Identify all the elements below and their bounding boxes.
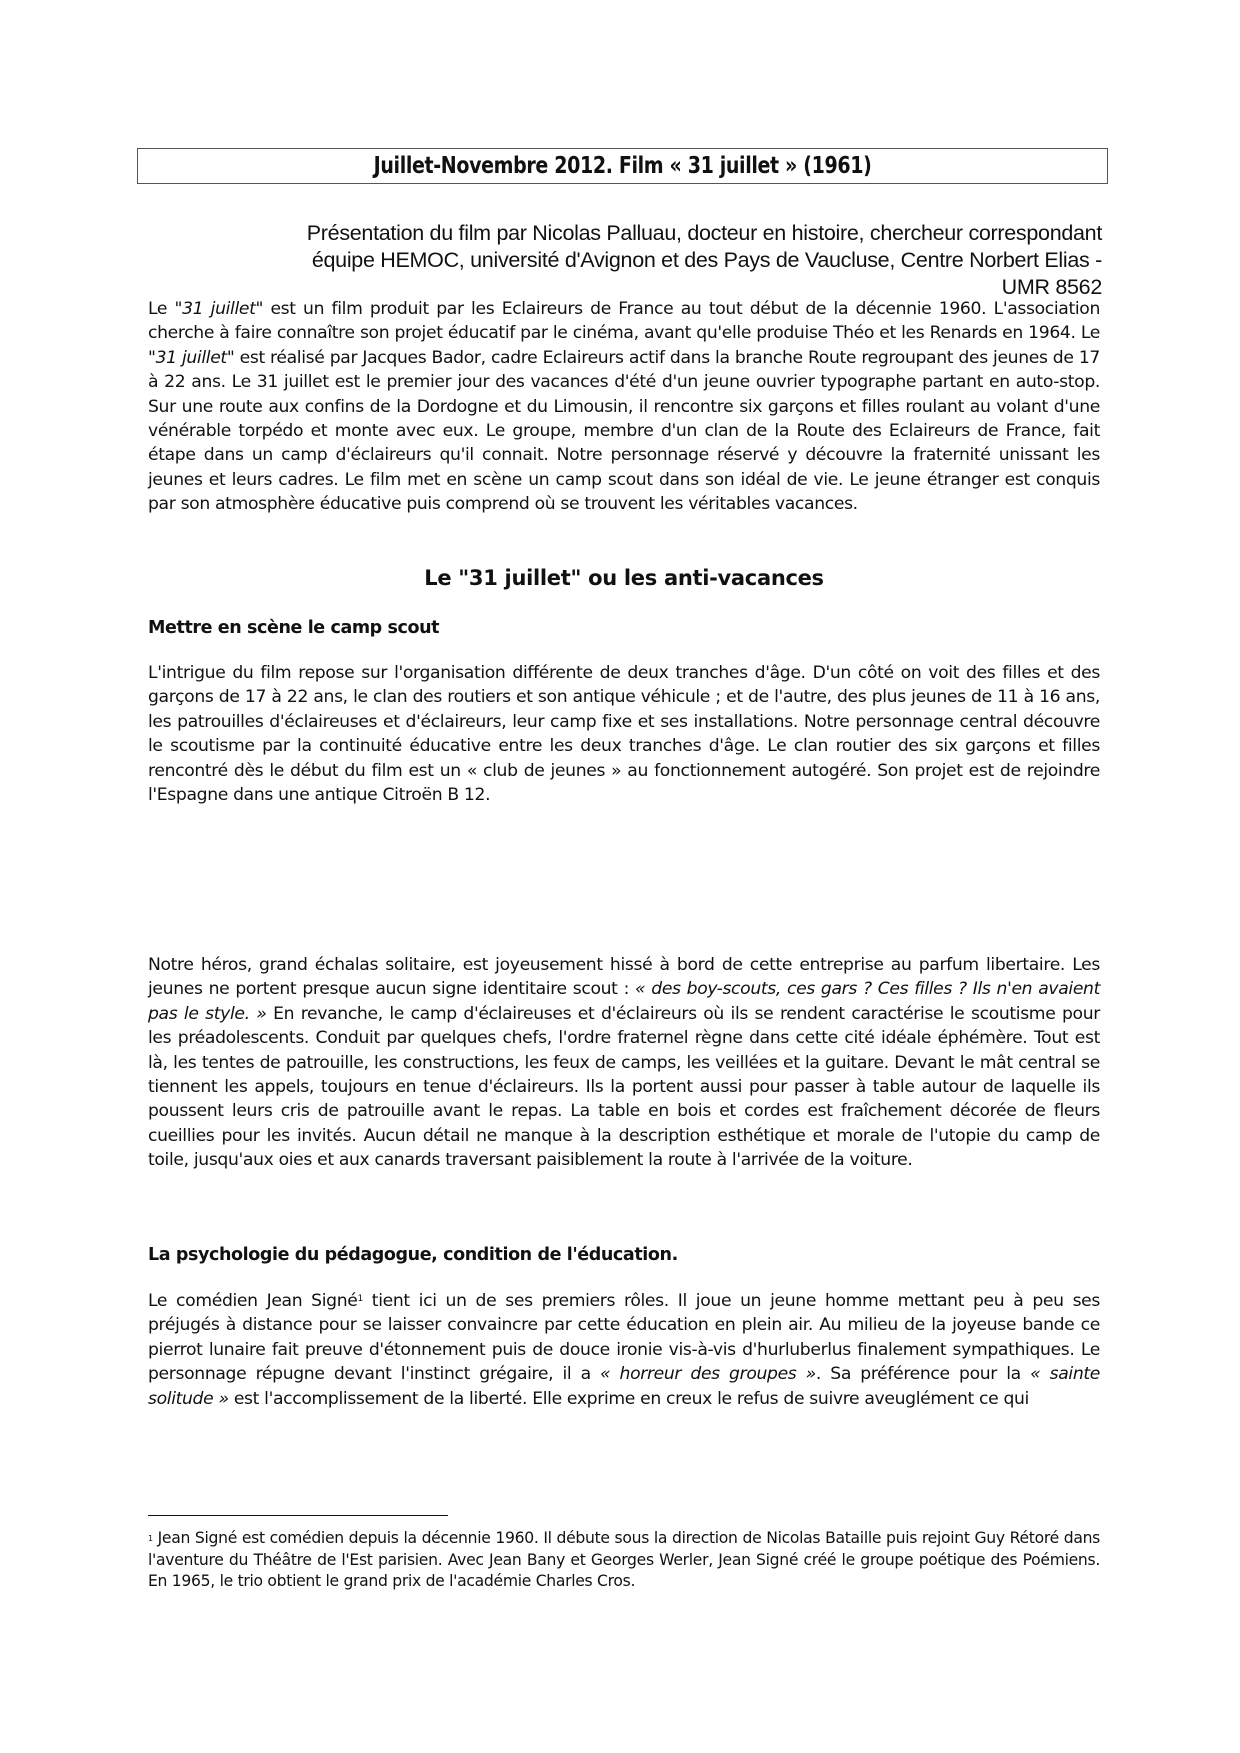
subsection-heading: La psychologie du pédagogue, condition de l'éducation. <box>148 1245 678 1265</box>
subsection-heading: Mettre en scène le camp scout <box>148 618 440 638</box>
quote-italic: « sainte solitude » <box>148 1364 1100 1409</box>
section-title: Le "31 juillet" ou les anti-vacances <box>424 566 824 590</box>
page-title: Juillet-Novembre 2012. Film « 31 juillet » (1961) <box>373 153 872 179</box>
film-title-italic: 31 juillet <box>155 347 227 368</box>
paragraph: Le comédien Jean Signé$^1$ tient ici un de ses premiers rôles. Il joue un jeune homme mettant peu à peu ses préjugés à distance pour se laisser convaincre par cette éducation en plein air. Au milieu de la joyeuse bande ce pierrot lunaire fait preuve d'étonnement puis de douce ironie vis-à-vis d'hurluberlus finalement sympathiques. Le personnage répugne devant l'instinct grégaire, il a « horreur des groupes ». Sa préférence pour la « sainte solitude » est l'accomplissement de la liberté. Elle exprime en creux le refus de suivre aveuglément ce qui <box>148 1291 1100 1409</box>
quote-italic: « des boy-scouts, ces gars ? Ces filles ? Ils n'en avaient pas le style. » <box>148 979 1100 1024</box>
subtitle-line: UMR 8562 <box>1001 275 1102 299</box>
paragraph: L'intrigue du film repose sur l'organisation différente de deux tranches d'âge. D'un côté on voit des filles et des garçons de 17 à 22 ans, le clan des routiers et son antique véhicule ; et de l'autre, des plus jeunes de 11 à 16 ans, les patrouilles d'éclaireuses et d'éclaireurs, leur camp fixe et ses installations. Notre personnage central découvre le scoutisme par la continuité éducative entre les deux tranches d'âge. Le clan routier des six garçons et filles rencontré dès le début du film est un « club de jeunes » au fonctionnement autogéré. Son projet est de rejoindre l'Espagne dans une antique Citroën B 12. <box>148 663 1100 806</box>
quote-italic: « horreur des groupes » <box>600 1364 816 1385</box>
author-presentation <box>150 220 1102 301</box>
footnote <box>148 1528 1100 1593</box>
title-box <box>137 148 1108 184</box>
subtitle-line: équipe HEMOC, université d'Avignon et des Pays de Vaucluse, Centre Norbert Elias - <box>311 248 1102 272</box>
film-title-italic: 31 juillet <box>182 299 256 319</box>
footnote-number: 1 <box>148 1534 153 1543</box>
intro-paragraph: Le "31 juillet" est un film produit par les Eclaireurs de France au tout début de la décennie 1960. L'association cherche à faire connaître son projet éducatif par le cinéma, avant qu'elle produise Théo et les Renards en 1964. Le "31 juillet" est réalisé par Jacques Bador, cadre Eclaireurs actif dans la branche Route regroupant des jeunes de 17 à 22 ans. Le 31 juillet est le premier jour des vacances d'été d'un jeune ouvrier typographe partant en auto-stop. Sur une route aux confins de la Dordogne et du Limousin, il rencontre six garçons et filles roulant au volant d'une vénérable torpédo et monte avec eux. Le groupe, membre d'un clan de la Route des Eclaireurs de France, fait étape dans un camp d'éclaireurs qu'il connait. Notre personnage réservé y découvre la fraternité unissant les jeunes et leurs cadres. Le film met en scène un camp scout dans son idéal de vie. Le jeune étranger est conquis par son atmosphère éducative puis comprend où se trouvent les véritables vacances. <box>148 299 1100 515</box>
footnote-separator <box>148 1515 448 1516</box>
footnote-text: Jean Signé est comédien depuis la décennie 1960. Il débute sous la direction de Nicolas Bataille puis rejoint Guy Rétoré dans l'aventure du Théâtre de l'Est parisien. Avec Jean Bany et Georges Werler, Jean Signé créé le groupe poétique des Poémiens. En 1965, le trio obtient le grand prix de l'académie Charles Cros. <box>148 1529 1100 1591</box>
paragraph: Notre héros, grand échalas solitaire, est joyeusement hissé à bord de cette entreprise au parfum libertaire. Les jeunes ne portent presque aucun signe identitaire scout : « des boy-scouts, ces gars ? Ces filles ? Ils n'en avaient pas le style. » En revanche, le camp d'éclaireuses et d'éclaireurs où ils se rendent caractérise le scoutisme pour les préadolescents. Conduit par quelques chefs, l'ordre fraternel règne dans cette cité idéale éphémère. Tout est là, les tentes de patrouille, les constructions, les feux de camps, les veillées et la guitare. Devant le mât central se tiennent les appels, toujours en tenue d'éclaireurs. Ils la portent aussi pour passer à table autour de laquelle ils poussent leurs cris de patrouille avant le repas. La table en bois et cordes est fraîchement décorée de fleurs cueillies pour les invités. Aucun détail ne manque à la description esthétique et morale de l'utopie du camp de toile, jusqu'aux oies et aux canards traversant paisiblement la route à l'arrivée de la voiture. <box>148 955 1100 1171</box>
subtitle-line: Présentation du film par Nicolas Palluau, docteur en histoire, chercheur correspondant <box>306 221 1102 245</box>
footnote-reference[interactable]: 1 <box>357 1294 363 1304</box>
